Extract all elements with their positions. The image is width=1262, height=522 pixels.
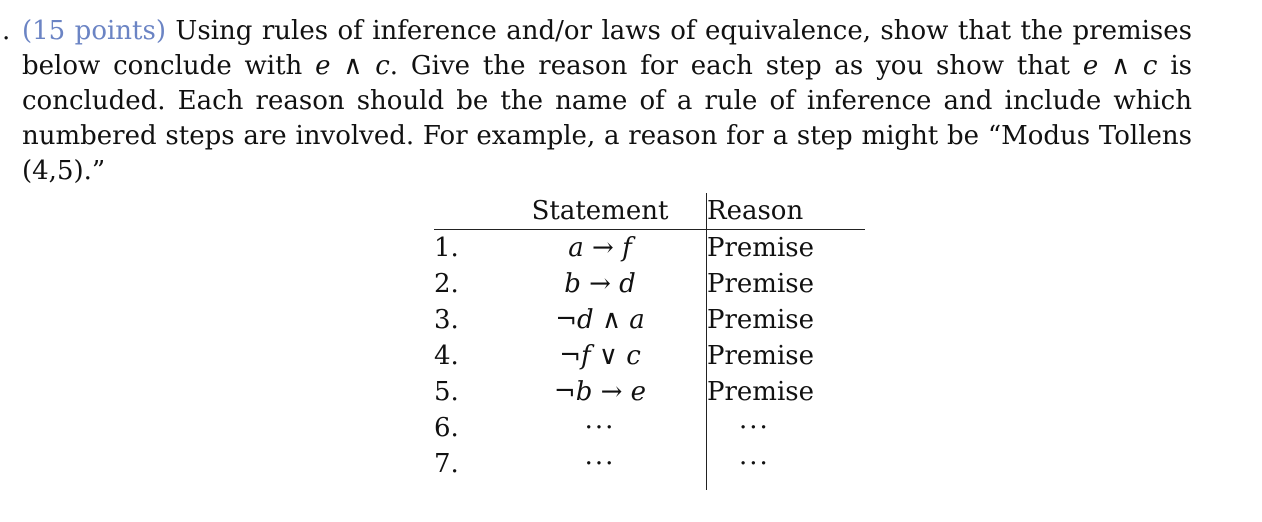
number-column-header <box>434 193 494 230</box>
step-reason: Premise <box>707 230 866 267</box>
points-label: (15 points) <box>22 16 166 46</box>
problem-bullet: . <box>2 16 11 46</box>
reason-column-header: Reason <box>707 193 866 230</box>
step-statement: ¬f ∨ c <box>559 341 641 371</box>
step-number: 6. <box>434 413 459 443</box>
table-row <box>434 446 865 490</box>
step-reason: Premise <box>707 338 866 374</box>
step-reason: ··· <box>707 446 866 490</box>
step-reason: Premise <box>707 374 866 410</box>
step-number: 1. <box>434 233 459 263</box>
step-number: 3. <box>434 305 459 335</box>
table-row <box>434 410 865 446</box>
step-number: 2. <box>434 269 459 299</box>
step-number: 4. <box>434 341 459 371</box>
conclusion-expression-2: e ∧ c <box>1082 51 1158 81</box>
step-statement: ··· <box>584 449 616 479</box>
table-row <box>434 230 865 267</box>
statement-column-header: Statement <box>494 193 707 230</box>
proof-table <box>434 193 865 490</box>
step-statement: ··· <box>584 413 616 443</box>
step-statement: a → f <box>568 233 632 263</box>
step-number: 5. <box>434 377 459 407</box>
step-statement: b → d <box>564 269 636 299</box>
step-statement: ¬b → e <box>553 377 647 407</box>
table-row <box>434 374 865 410</box>
step-statement: ¬d ∧ a <box>555 305 645 335</box>
table-header-row <box>434 193 865 230</box>
problem-text <box>22 14 1192 189</box>
step-number: 7. <box>434 449 459 479</box>
table-row <box>434 302 865 338</box>
problem-text-part-2: . Give the reason for each step as you show that <box>389 51 1083 81</box>
step-reason: Premise <box>707 266 866 302</box>
step-reason: ··· <box>707 410 866 446</box>
table-row <box>434 266 865 302</box>
step-reason: Premise <box>707 302 866 338</box>
table-row <box>434 338 865 374</box>
problem-text-part-3: is concluded. Each reason should be the name of a rule of inference and include which numbered steps are involved. For example, a reason for a step might be “Modus Tollens (4,5).” <box>22 51 1192 186</box>
conclusion-expression-1: e ∧ c <box>315 51 390 81</box>
problem-text-part-1: Using rules of inference and/or laws of equivalence, show that the premises below conclude with <box>22 16 1192 81</box>
